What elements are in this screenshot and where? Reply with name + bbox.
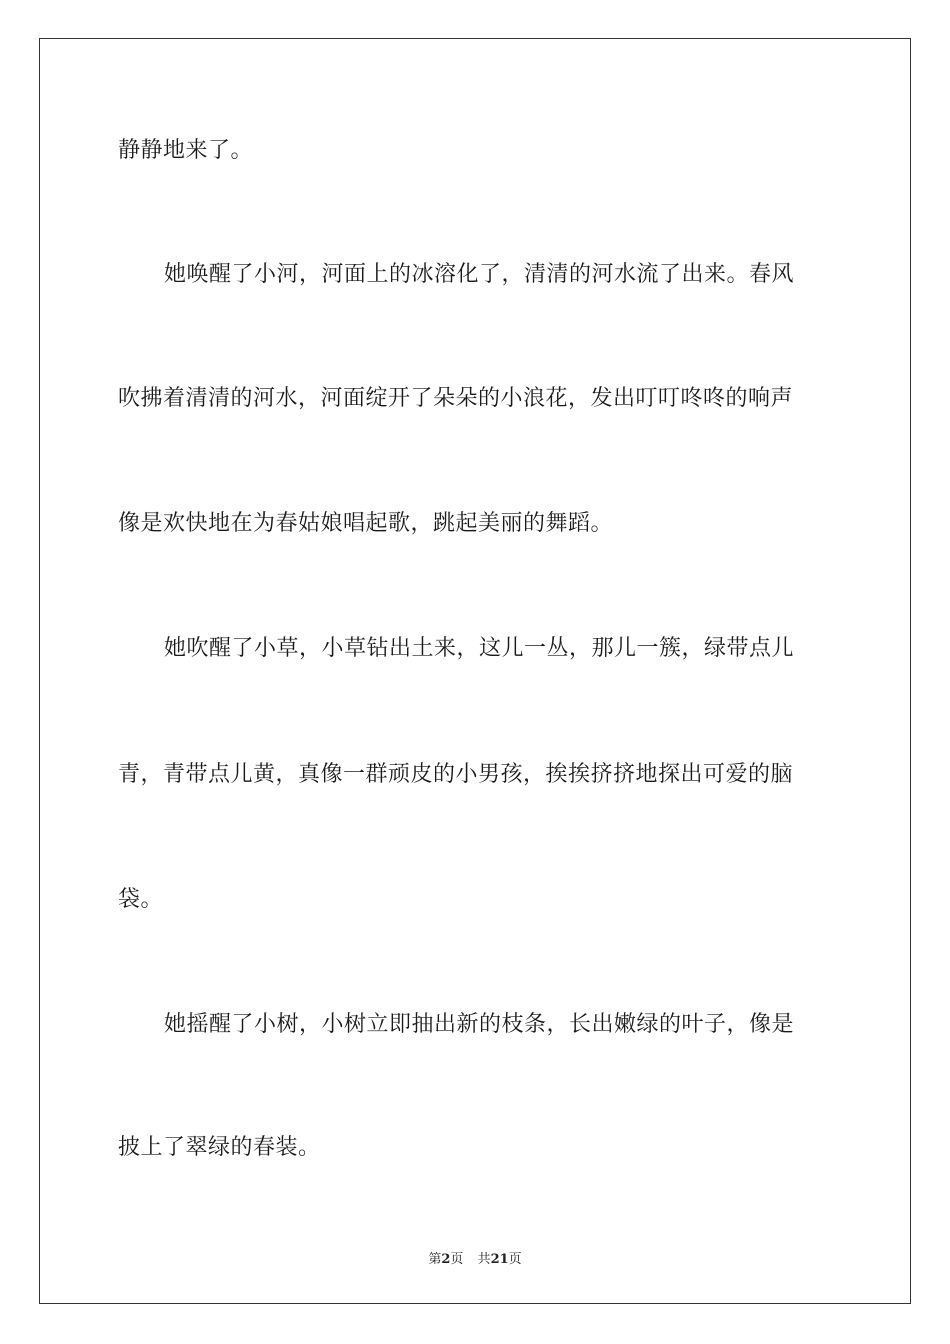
text-line: 袋。	[118, 887, 164, 912]
paragraph-start-line: 她唤醒了小河，河面上的冰溶化了，清清的河水流了出来。春风	[164, 262, 795, 287]
text-line: 像是欢快地在为春姑娘唱起歌，跳起美丽的舞蹈。	[118, 511, 614, 536]
text-line: 静静地来了。	[118, 138, 254, 163]
page-footer	[0, 1248, 950, 1267]
text-line: 青，青带点儿黄，真像一群顽皮的小男孩，挨挨挤挤地探出可爱的脑	[118, 762, 794, 787]
current-page-label: 第2页	[428, 1252, 464, 1267]
text-line: 披上了翠绿的春装。	[118, 1135, 321, 1160]
page-border	[39, 38, 911, 1304]
text-line: 吹拂着清清的河水，河面绽开了朵朵的小浪花，发出叮叮咚咚的响声	[118, 386, 794, 411]
total-pages-label: 共21页	[477, 1252, 522, 1267]
paragraph-start-line: 她摇醒了小树，小树立即抽出新的枝条，长出嫩绿的叶子，像是	[164, 1012, 795, 1037]
paragraph-start-line: 她吹醒了小草，小草钻出土来，这儿一丛，那儿一簇，绿带点儿	[164, 636, 795, 661]
